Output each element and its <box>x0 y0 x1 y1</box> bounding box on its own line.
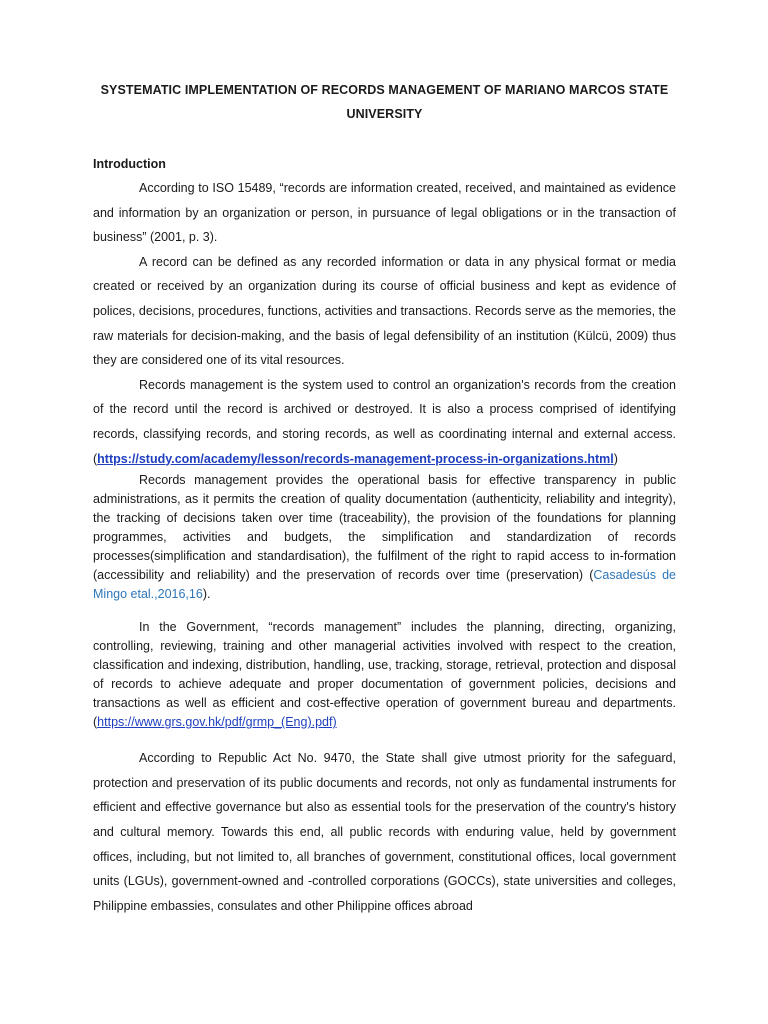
document-title <box>93 78 676 126</box>
paragraph-operational-basis <box>93 471 676 604</box>
paragraph-close: ). <box>202 587 211 602</box>
document-page <box>93 78 676 918</box>
title-line-1: SYSTEMATIC IMPLEMENTATION OF RECORDS MANAGEMENT OF MARIANO MARCOS STATE <box>100 83 669 97</box>
paragraph-text: In the Government, “records management” includes the planning, directing, organizing, controlling, reviewing, training and other managerial activities involved with respect to the creation, classification and indexing, distribution, handling, use, tracking, storage, retrieval, protection and disposal of records to achieve adequate and proper documentation of government policies, decisions and transactions as well as efficient and cost-effective operation of government bureau and departments. ( <box>93 620 676 730</box>
citation-casadesus: Casadesús de Mingo etal.,2016,16 <box>93 568 676 602</box>
grs-link[interactable]: https://www.grs.gov.hk/pdf/grmp_(Eng).pdf) <box>97 715 337 730</box>
study-link[interactable]: https://study.com/academy/lesson/records-management-process-in-organizations.html <box>97 451 614 466</box>
paragraph-record-definition: A record can be defined as any recorded information or data in any physical format or media created or received by an organization during its course of official business and kept as evidence of polices, decisions, procedures, functions, activities and transactions. Records serve as the memories, the raw materials for decision-making, and the basis of legal defensibility of an institution (Külcü, 2009) thus they are considered one of its vital resources. <box>93 254 676 368</box>
paragraph-close: ) <box>613 451 618 466</box>
paragraph-government <box>93 618 676 732</box>
paragraph-iso: According to ISO 15489, “records are information created, received, and maintained as evidence and information by an organization or person, in pursuance of legal obligations or in the transaction of business” (2001, p. 3). <box>93 181 676 245</box>
section-heading: Introduction <box>93 157 166 171</box>
paragraph-republic-act: According to Republic Act No. 9470, the State shall give utmost priority for the safeguard, protection and preservation of its public documents and records, not only as fundamental instruments for efficient and effective governance but also as essential tools for the preservation of the country's history and cultural memory. Towards this end, all public records with enduring value, held by government offices, including, but not limited to, all branches of government, constitutional offices, local government units (LGUs), government-owned and -controlled corporations (GOCCs), state universities and colleges, Philippine embassies, consulates and other Philippine offices abroad <box>93 751 676 913</box>
paragraph-text: Records management is the system used to control an organization's records from the creation of the record until the record is archived or destroyed. It is also a process comprised of identifying records, classifying records, and storing records, as well as coordinating internal and external access. ( <box>93 377 676 466</box>
paragraph-text: Records management provides the operational basis for effective transparency in public administrations, as it permits the creation of quality documentation (authenticity, reliability and integrity), the tracking of decisions taken over time (traceability), the provision of the foundations for planning programmes, activities and budgets, the simplification and standardization of records processes(simplification and standardisation), the fulfilment of the right to rapid access to in-formation (accessibility and reliability) and the preservation of records over time (preservation) ( <box>93 473 676 583</box>
title-line-2: UNIVERSITY <box>346 107 423 121</box>
paragraph-records-management <box>93 373 676 471</box>
